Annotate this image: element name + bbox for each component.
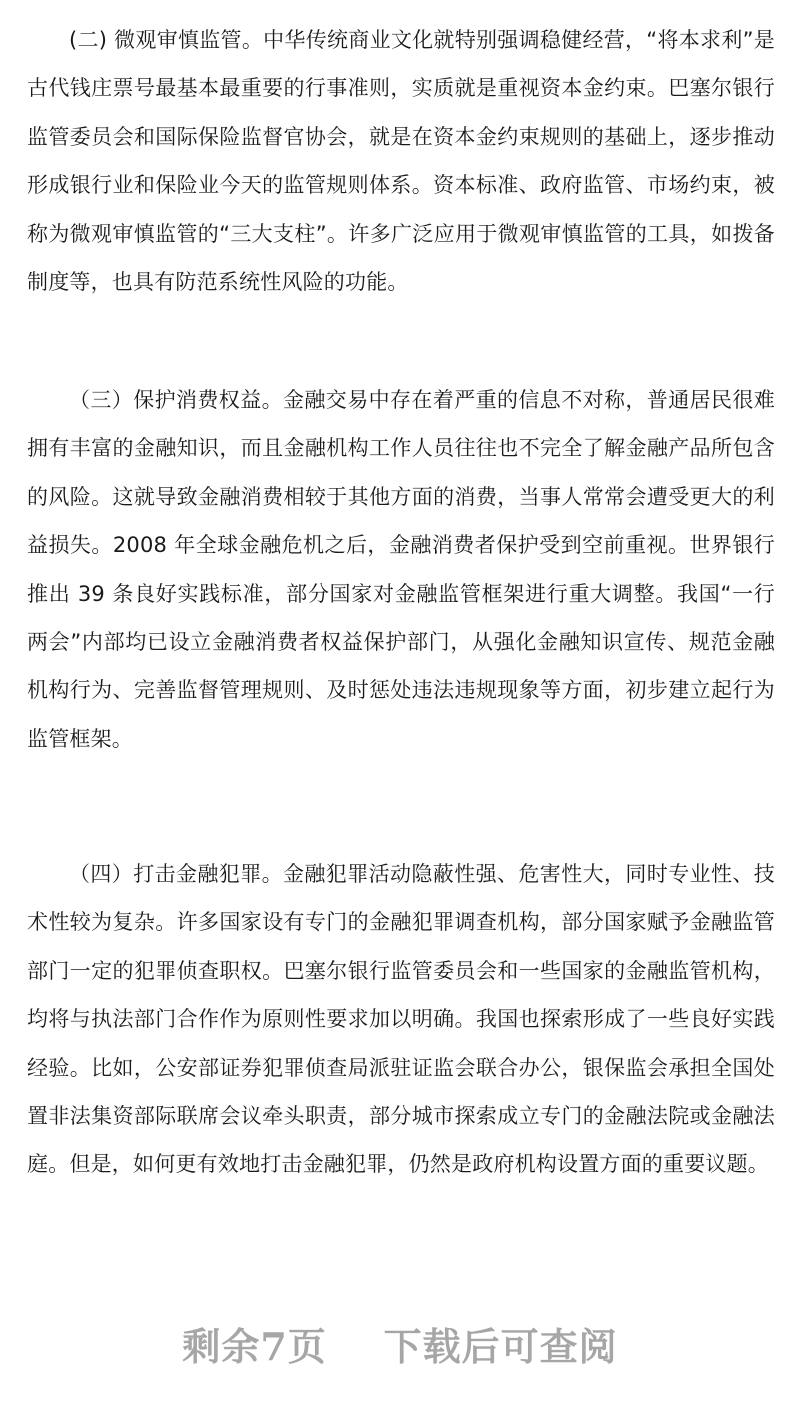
paragraph-micro-prudential: (二) 微观审慎监管。中华传统商业文化就特别强调稳健经营，“将本求利”是古代钱庄票号最基本最重要的行事准则，实质就是重视资本金约束。巴塞尔银行监管委员会和国际保险监督官协会，就是在资本金约束规则的基础上，逐步推动形成银行业和保险业今天的监管规则体系。资本标准、政府监管、市场约束，被称为微观审慎监管的“三大支柱”。许多广泛应用于微观审慎监管的工具，如拨备制度等，也具有防范系统性风险的功能。 — [27, 28, 775, 295]
paragraph-financial-crime: （四）打击金融犯罪。金融犯罪活动隐蔽性强、危害性大，同时专业性、技术性较为复杂。许多国家设有专门的金融犯罪调查机构，部分国家赋予金融监管部门一定的犯罪侦查职权。巴塞尔银行监管委员会和一些国家的金融监管机构，均将与执法部门合作作为原则性要求加以明确。我国也探索形成了一些良好实践经验。比如，公安部证券犯罪侦查局派驻证监会联合办公，银保监会承担全国处置非法集资部际联席会议牵头职责，部分城市探索成立专门的金融法院或金融法庭。但是，如何更有效地打击金融犯罪，仍然是政府机构设置方面的重要议题。 — [27, 862, 775, 1177]
paragraph-consumer-protection: （三）保护消费权益。金融交易中存在着严重的信息不对称，普通居民很难拥有丰富的金融知识，而且金融机构工作人员往往也不完全了解金融产品所包含的风险。这就导致金融消费相较于其他方面的消费，当事人常常会遭受更大的利益损失。2008 年全球金融危机之后，金融消费者保护受到空前重视。世界银行推出 39 条良好实践标准，部分国家对金融监管框架进行重大调整。我国“一行两会”内部均已设立金融消费者权益保护部门，从强化金融知识宣传、规范金融机构行为、完善监督管理规则、及时惩处违法违规现象等方面，初步建立起行为监管框架。 — [27, 388, 775, 751]
remaining-pages-download-prompt[interactable]: 剩余7页 下载后可查阅 — [182, 1324, 618, 1369]
